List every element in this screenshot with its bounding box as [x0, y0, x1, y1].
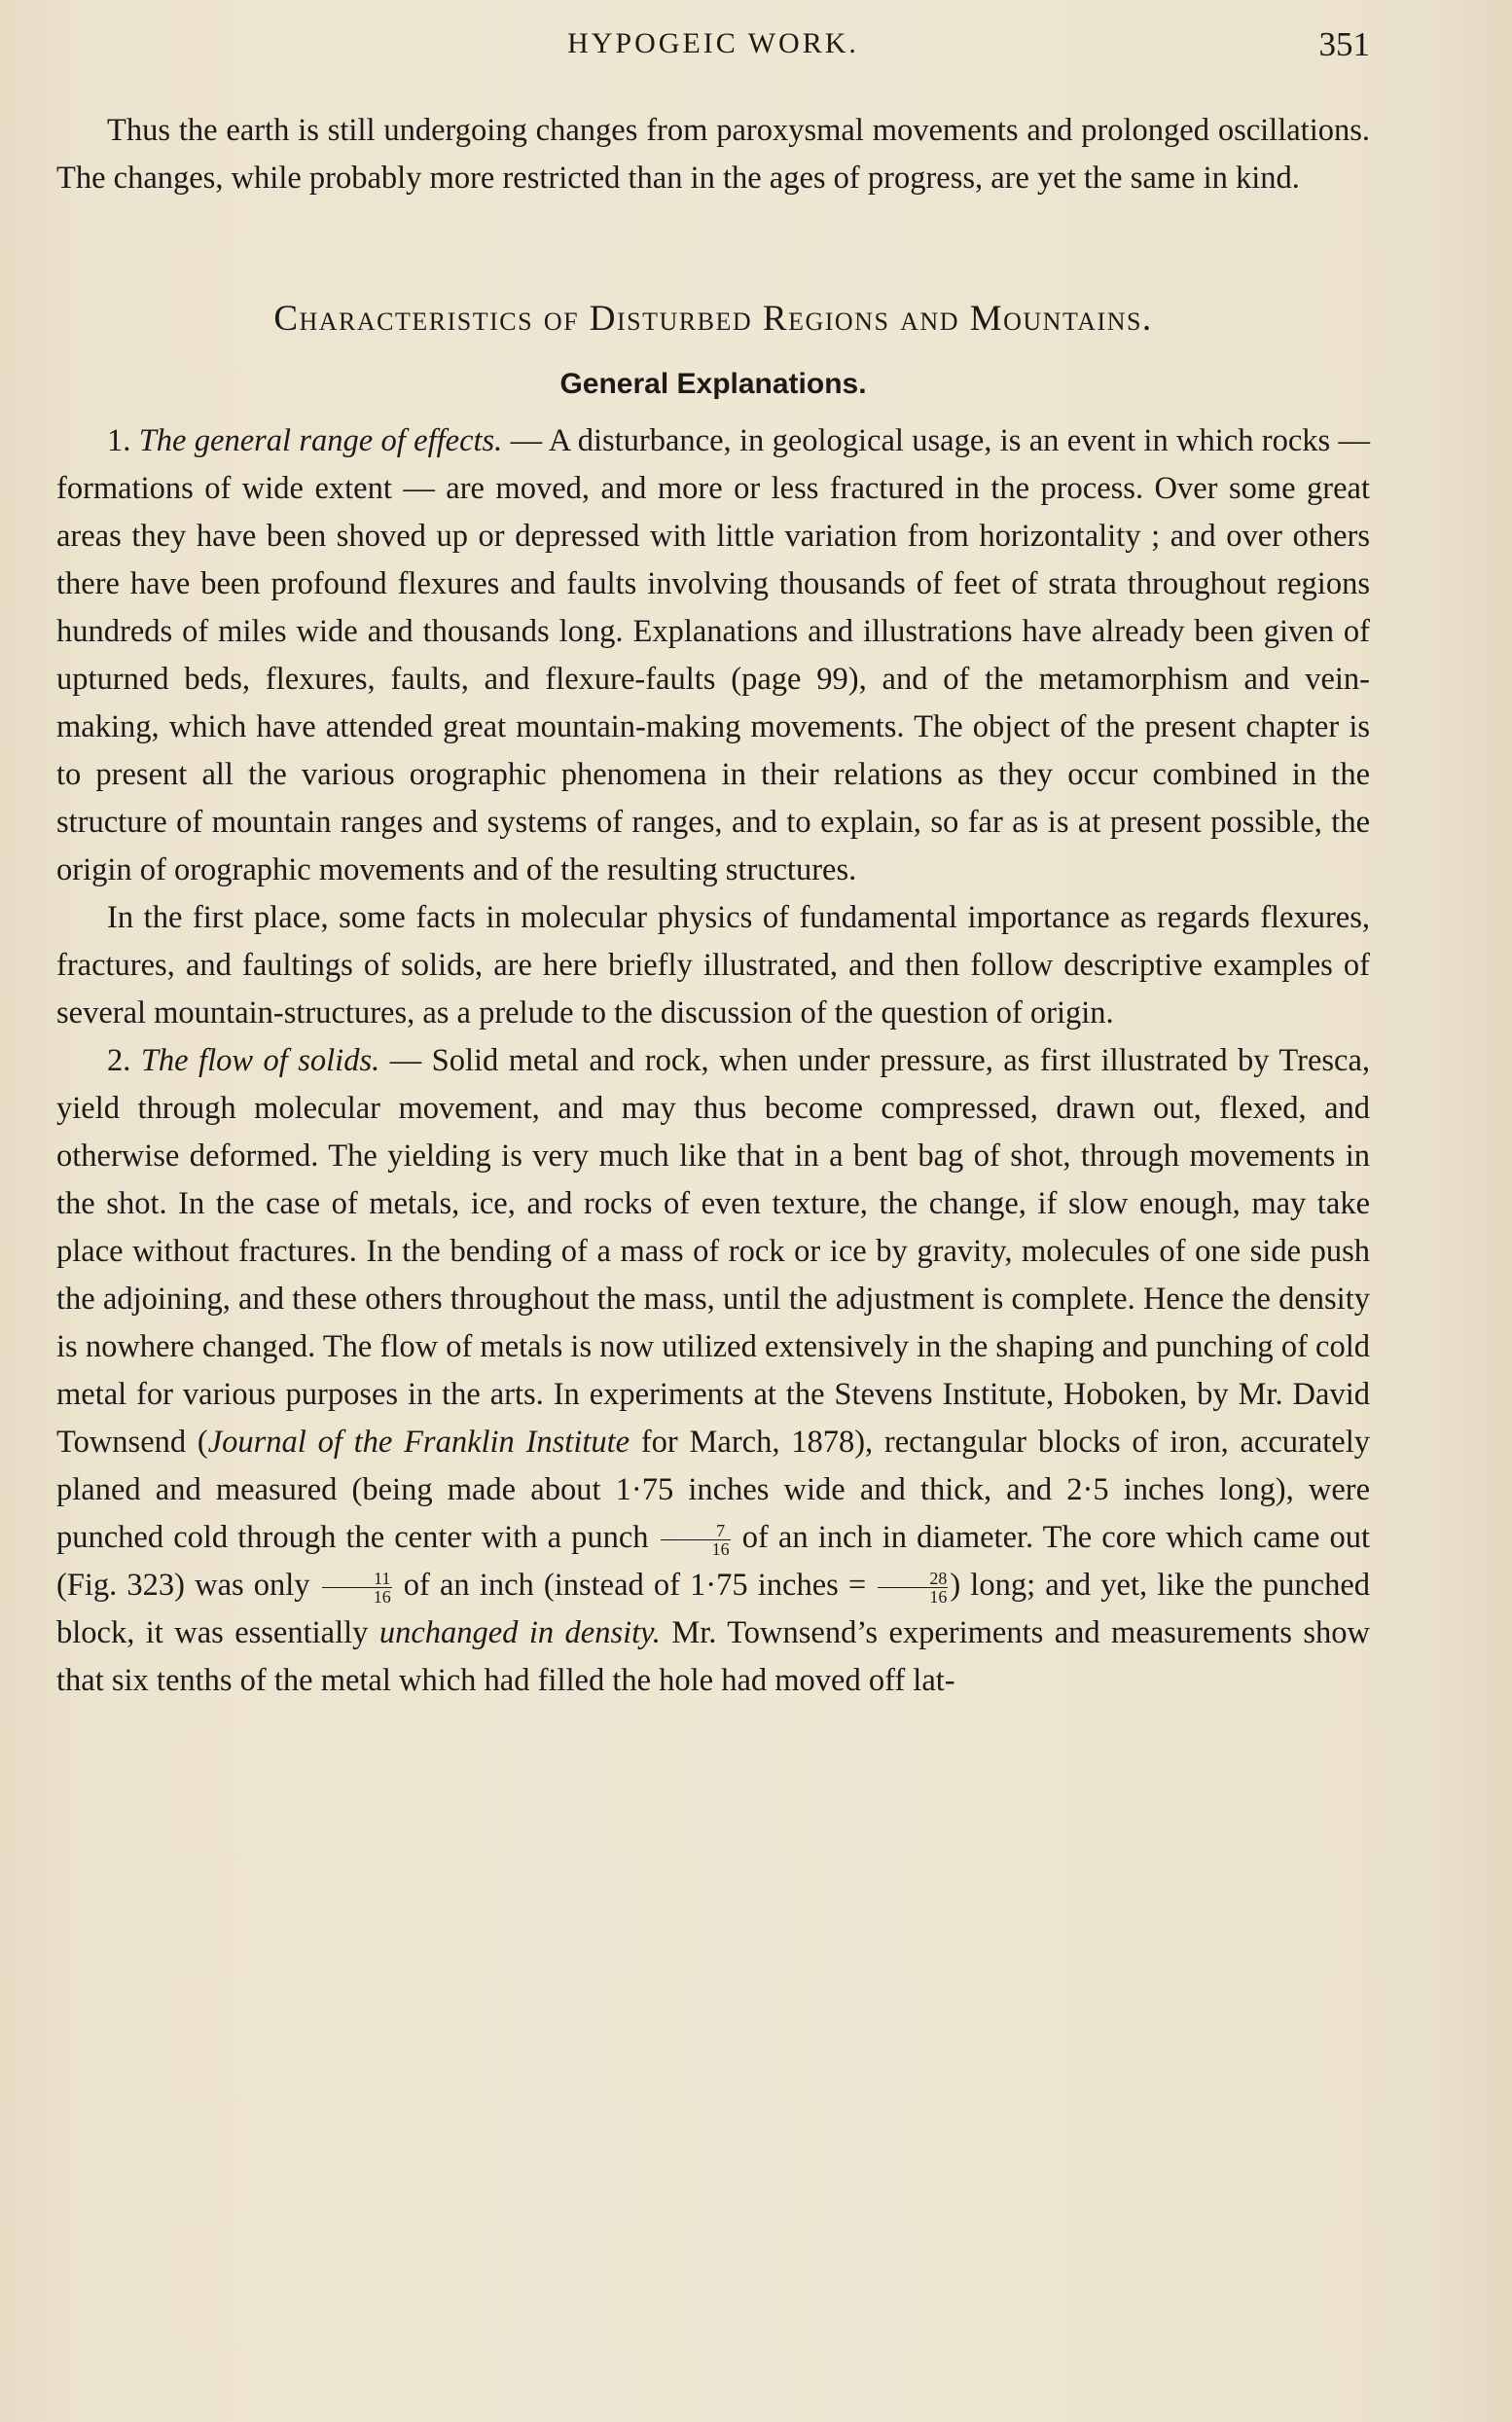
section-text: — A disturbance, in geological usage, is an event in which rocks — formations of wide extent — are moved, and more or less fractured in the process. Over some great areas they have been shoved up or depressed with little variation from horizontality ; and over others there have been profound flexures and faults involving thousands of feet of strata throughout regions hundreds of miles wide and thousands long. Explanations and illustrations have already been given of upturned beds, flexures, faults, and flexure-faults (page 99), and of the metamorphism and vein-making, which have attended great mountain-making movements. The object of the present chapter is to present all the various orographic phenomena in their relations as they occur combined in the structure of mountain ranges and systems of ranges, and to explain, so far as is at present possible, the origin of orographic movements and of the resulting structures. — [56, 423, 1371, 887]
page-number: 351 — [1318, 25, 1370, 63]
fraction-denominator: 16 — [929, 1587, 948, 1608]
section-title: The general range of effects. — [138, 423, 503, 458]
body-text — [56, 107, 1370, 1705]
fraction-numerator: 7 — [661, 1522, 731, 1540]
page-header — [56, 27, 1370, 66]
section-title: The flow of solids. — [140, 1043, 380, 1078]
section-text: of an inch in diameter. The core which came out (Fig. 323) was only — [56, 1520, 1371, 1603]
section-number: 2. — [107, 1043, 131, 1078]
fraction-numerator: 11 — [322, 1570, 392, 1588]
fraction-denominator: 16 — [711, 1539, 730, 1560]
section-number: 1. — [107, 423, 131, 458]
fraction-numerator: 28 — [878, 1570, 948, 1588]
chapter-title: Characteristics of Disturbed Regions and Mountains. — [273, 299, 1153, 339]
fraction — [878, 1570, 948, 1606]
running-head: HYPOGEIC WORK. — [567, 27, 859, 59]
section-text: ) long; and yet, like the punched block, it was essentially — [56, 1568, 1371, 1650]
paragraph-section-2 — [56, 1037, 1370, 1705]
section-text: Mr. Townsend’s experiments and measurements show that six tenths of the metal which had filled the hole had moved off lat- — [56, 1615, 1370, 1698]
section-subheading: General Explanations. — [559, 368, 867, 400]
journal-title: Journal of the Franklin Institute — [207, 1425, 630, 1460]
emphasis-text: unchanged in density. — [378, 1615, 661, 1650]
intro-paragraph: Thus the earth is still undergoing changes from paroxysmal movements and prolonged oscillations. The changes, while probably more restricted than in the ages of progress, are yet the same in kind. — [56, 113, 1370, 196]
section-text: of an inch (instead of 1·75 inches = — [393, 1568, 877, 1603]
fraction-denominator: 16 — [373, 1587, 391, 1608]
section-text: for March, 1878), rectangular blocks of iron, accurately planed and measured (being made about 1·75 inches wide and thick, and 2·5 inches long), were punched cold through the center with a punch — [56, 1425, 1371, 1555]
section-text: — Solid metal and rock, when under pressure, as first illustrated by Tresca, yield through molecular movement, and may thus become compressed, drawn out, flexed, and otherwise deformed. The yielding is very much like that in a bent bag of shot, through movements in the shot. In the case of metals, ice, and rocks of even texture, the change, if slow enough, may take place without fractures. In the bending of a mass of rock or ice by gravity, molecules of one side push the adjoining, and these others throughout the mass, until the adjustment is complete. Hence the density is nowhere changed. The flow of metals is now utilized extensively in the shaping and punching of cold metal for various purposes in the arts. In experiments at the Stevens Institute, Hoboken, by Mr. David Townsend ( — [56, 1043, 1371, 1460]
paragraph-section-1 — [56, 417, 1370, 894]
fraction — [661, 1522, 731, 1558]
paragraph-molecular-physics: In the first place, some facts in molecular physics of fundamental importance as regards flexures, fractures, and faultings of solids, are here briefly illustrated, and then follow descriptive examples of several mountain-structures, as a prelude to the discussion of the question of origin. — [56, 900, 1370, 1030]
fraction — [322, 1570, 392, 1606]
